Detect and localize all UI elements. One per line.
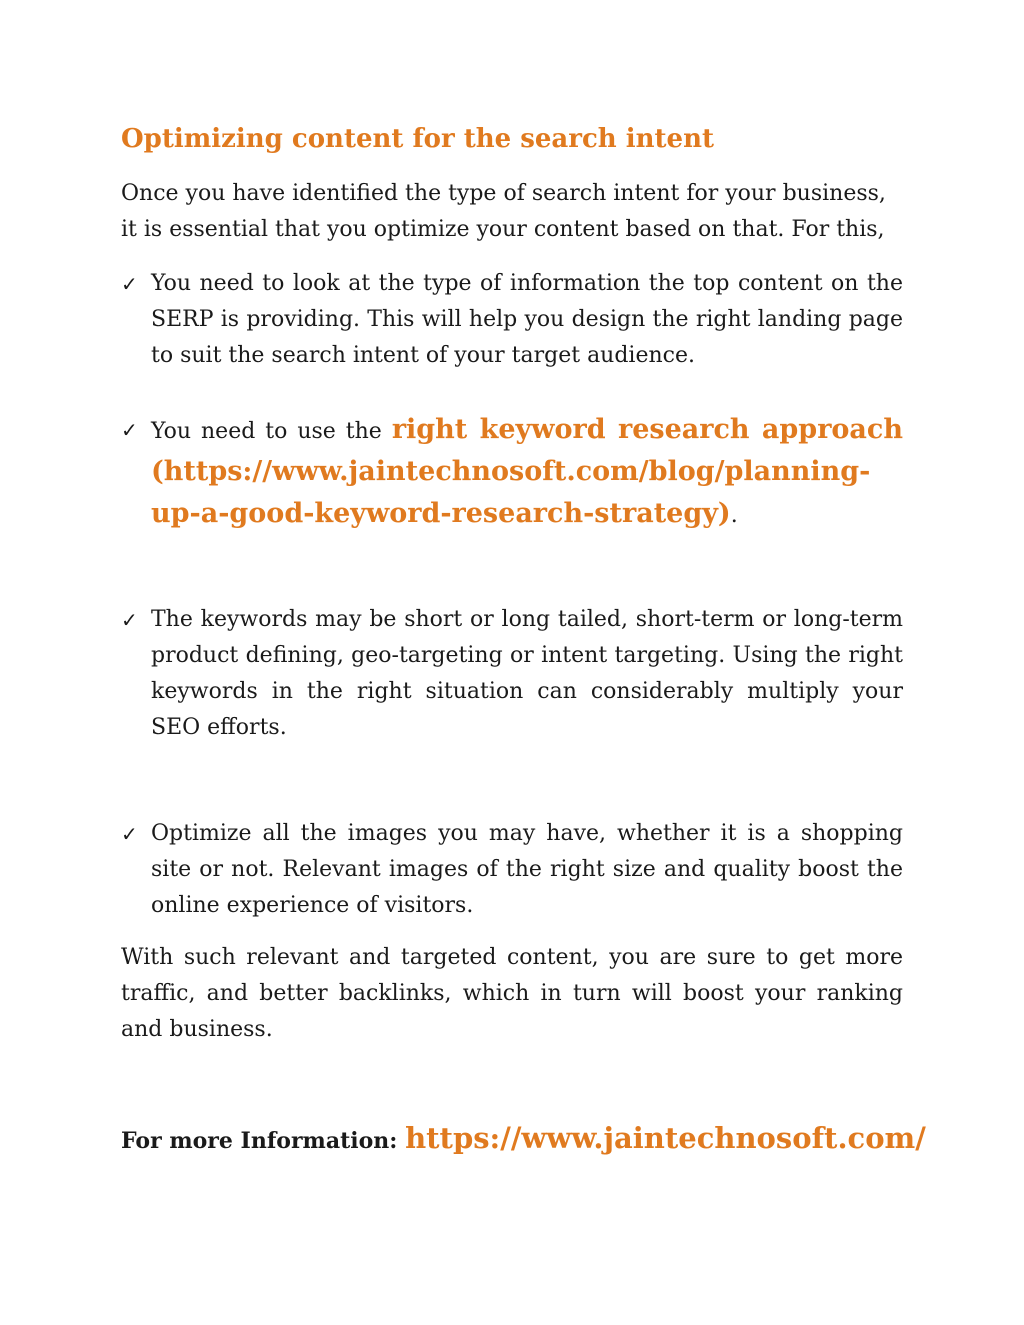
- keyword-research-link[interactable]: right keyword research approach (https://www.jaintechnosoft.com/blog/planning-up-a-good-keyword-research-strategy): [151, 414, 903, 529]
- bullet-text-suffix: .: [730, 503, 738, 528]
- footer-website-link[interactable]: https://www.jaintechnosoft.com/: [405, 1121, 926, 1155]
- footer-info: [121, 1116, 926, 1164]
- checkmark-icon: ✓: [121, 608, 138, 632]
- bullet-item-keyword-approach: [121, 410, 903, 536]
- intro-paragraph: Once you have identified the type of search intent for your business, it is essential that you optimize your content based on that. For this,: [121, 181, 886, 242]
- bullet-text: [151, 410, 903, 536]
- footer-label: For more Information:: [121, 1128, 406, 1154]
- outro-paragraph: With such relevant and targeted content, you are sure to get more traffic, and better backlinks, which in turn will boost your ranking and business.: [121, 945, 903, 1042]
- bullet-item-images: [121, 816, 903, 924]
- bullet-text: The keywords may be short or long tailed, short-term or long-term product defining, geo-targeting or intent targeting. Using the right keywords in the right situation can considerably multiply your SEO efforts.: [151, 607, 903, 740]
- checkmark-icon: ✓: [121, 822, 138, 846]
- page-heading: Optimizing content for the search intent: [121, 124, 715, 154]
- bullet-text: You need to look at the type of information the top content on the SERP is providing. This will help you design the right landing page to suit the search intent of your target audience.: [151, 271, 903, 368]
- bullet-text-prefix: You need to use the: [151, 419, 392, 444]
- checkmark-icon: ✓: [121, 272, 138, 296]
- bullet-text: Optimize all the images you may have, whether it is a shopping site or not. Relevant images of the right size and quality boost the online experience of visitors.: [151, 821, 903, 918]
- checkmark-icon: ✓: [121, 418, 138, 442]
- bullet-item-serp: [121, 266, 903, 374]
- bullet-item-keywords: [121, 602, 903, 746]
